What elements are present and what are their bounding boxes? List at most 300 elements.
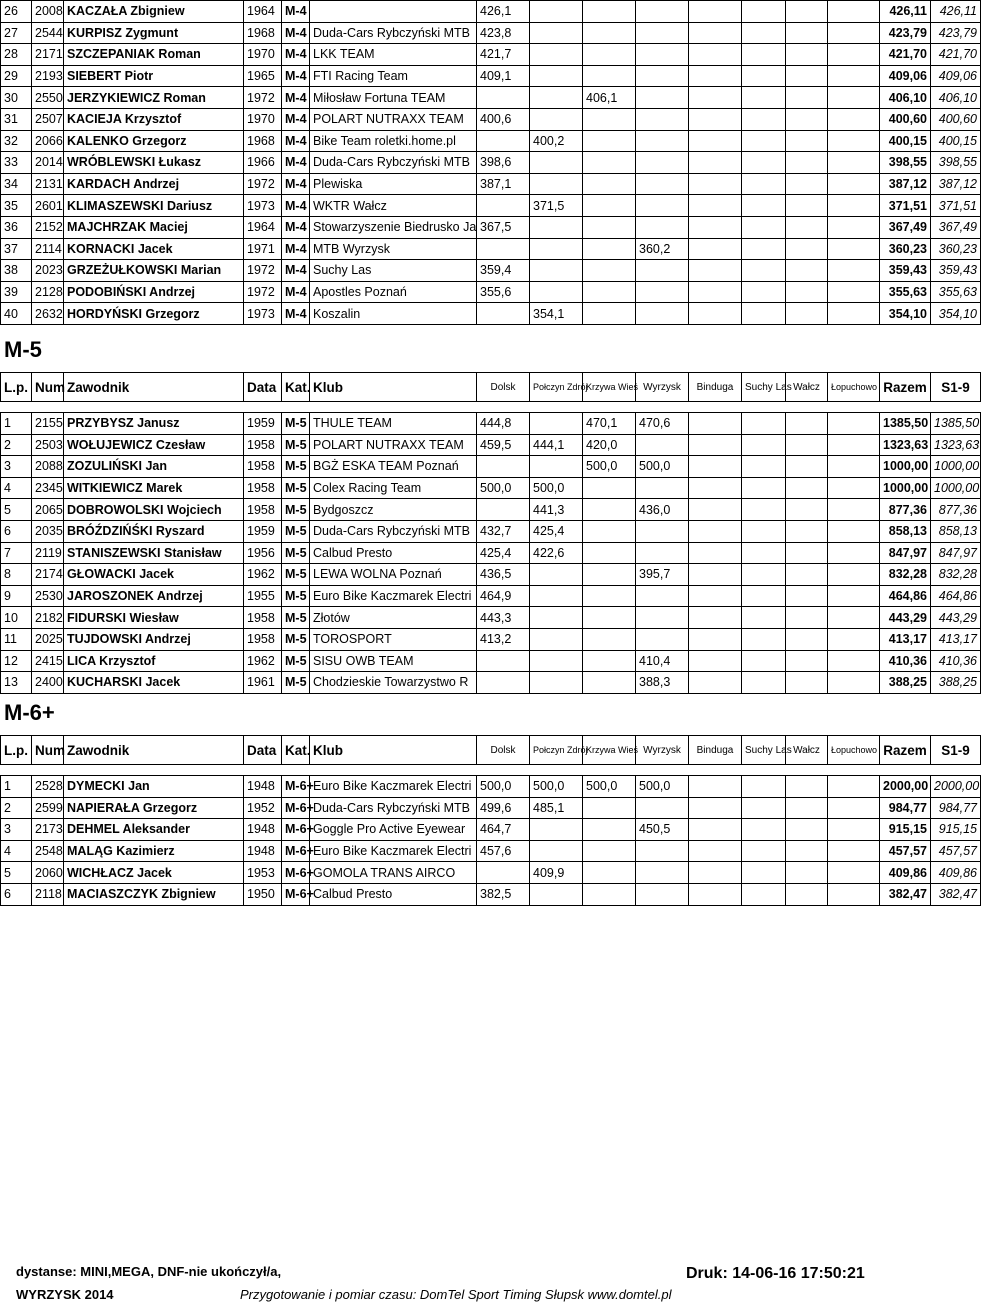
- row-year: 1965: [244, 65, 282, 87]
- row-lp: 38: [1, 260, 32, 282]
- row-razem: 847,97: [880, 542, 931, 564]
- row-club: Euro Bike Kaczmarek Electri: [310, 840, 477, 862]
- row-lopuchowo: [828, 819, 880, 841]
- row-wyrzysk: [636, 862, 689, 884]
- row-walcz: [786, 108, 828, 130]
- table-row: [1, 413, 981, 435]
- row-s19: 413,17: [931, 628, 981, 650]
- row-lp: 4: [1, 477, 32, 499]
- row-s19: 359,43: [931, 260, 981, 282]
- row-name: KARDACH Andrzej: [64, 173, 244, 195]
- table-row: [1, 520, 981, 542]
- row-num: 2128: [32, 281, 64, 303]
- row-dolsk: 387,1: [477, 173, 530, 195]
- row-lp: 40: [1, 303, 32, 325]
- header-walcz: Wałcz: [786, 736, 828, 765]
- row-cat: M-5: [282, 607, 310, 629]
- row-name: JAROSZONEK Andrzej: [64, 585, 244, 607]
- row-cat: M-4: [282, 65, 310, 87]
- row-lp: 11: [1, 628, 32, 650]
- row-wyrzysk: 500,0: [636, 776, 689, 798]
- row-suchy-las: [742, 672, 786, 694]
- row-dolsk: 459,5: [477, 434, 530, 456]
- row-polczyn: [530, 281, 583, 303]
- row-wyrzysk: [636, 260, 689, 282]
- row-club: Duda-Cars Rybczyński MTB: [310, 22, 477, 44]
- row-razem: 915,15: [880, 819, 931, 841]
- row-krzywa: [583, 303, 636, 325]
- row-name: WOŁUJEWICZ Czesław: [64, 434, 244, 456]
- row-binduga: [689, 499, 742, 521]
- row-walcz: [786, 87, 828, 109]
- row-lp: 2: [1, 434, 32, 456]
- row-s19: 360,23: [931, 238, 981, 260]
- row-lp: 39: [1, 281, 32, 303]
- row-name: SIEBERT Piotr: [64, 65, 244, 87]
- row-lopuchowo: [828, 281, 880, 303]
- row-club: Euro Bike Kaczmarek Electri: [310, 776, 477, 798]
- row-num: 2174: [32, 564, 64, 586]
- row-lp: 1: [1, 413, 32, 435]
- row-lopuchowo: [828, 303, 880, 325]
- row-name: GRZEŻUŁKOWSKI Marian: [64, 260, 244, 282]
- row-s19: 1385,50: [931, 413, 981, 435]
- row-s19: 409,06: [931, 65, 981, 87]
- row-name: HORDYŃSKI Grzegorz: [64, 303, 244, 325]
- row-polczyn: [530, 108, 583, 130]
- row-cat: M-5: [282, 542, 310, 564]
- row-wyrzysk: [636, 434, 689, 456]
- row-club: Calbud Presto: [310, 542, 477, 564]
- row-cat: M-5: [282, 650, 310, 672]
- table-row: [1, 650, 981, 672]
- row-walcz: [786, 281, 828, 303]
- row-year: 1958: [244, 607, 282, 629]
- table-row: [1, 216, 981, 238]
- row-polczyn: [530, 672, 583, 694]
- row-s19: 858,13: [931, 520, 981, 542]
- row-krzywa: [583, 22, 636, 44]
- row-lopuchowo: [828, 434, 880, 456]
- row-dolsk: [477, 456, 530, 478]
- row-cat: M-5: [282, 456, 310, 478]
- row-binduga: [689, 130, 742, 152]
- row-walcz: [786, 585, 828, 607]
- row-club: LEWA WOLNA Poznań: [310, 564, 477, 586]
- row-num: 2065: [32, 499, 64, 521]
- header-walcz: Wałcz: [786, 373, 828, 402]
- row-lopuchowo: [828, 564, 880, 586]
- row-polczyn: 422,6: [530, 542, 583, 564]
- row-wyrzysk: [636, 195, 689, 217]
- row-walcz: [786, 260, 828, 282]
- row-lp: 3: [1, 456, 32, 478]
- row-wyrzysk: [636, 477, 689, 499]
- row-polczyn: [530, 152, 583, 174]
- row-lopuchowo: [828, 260, 880, 282]
- row-cat: M-4: [282, 1, 310, 23]
- row-wyrzysk: [636, 22, 689, 44]
- row-walcz: [786, 130, 828, 152]
- row-cat: M-5: [282, 413, 310, 435]
- header-polczyn: Połczyn Zdrój: [530, 373, 583, 402]
- row-cat: M-5: [282, 434, 310, 456]
- row-lopuchowo: [828, 585, 880, 607]
- header-klub: Klub: [310, 373, 477, 402]
- table-row: [1, 883, 981, 905]
- row-dolsk: 436,5: [477, 564, 530, 586]
- row-name: BRÓŹDZIŃŚKI Ryszard: [64, 520, 244, 542]
- row-polczyn: [530, 260, 583, 282]
- table-row: [1, 65, 981, 87]
- row-razem: 832,28: [880, 564, 931, 586]
- header-lopuchowo: Łopuchowo: [828, 736, 880, 765]
- row-num: 2114: [32, 238, 64, 260]
- row-wyrzysk: [636, 542, 689, 564]
- row-lp: 32: [1, 130, 32, 152]
- row-club: THULE TEAM: [310, 413, 477, 435]
- row-walcz: [786, 477, 828, 499]
- row-binduga: [689, 542, 742, 564]
- row-suchy-las: [742, 281, 786, 303]
- row-lopuchowo: [828, 44, 880, 66]
- row-lp: 31: [1, 108, 32, 130]
- row-year: 1964: [244, 1, 282, 23]
- row-krzywa: [583, 281, 636, 303]
- row-krzywa: [583, 477, 636, 499]
- row-cat: M-5: [282, 520, 310, 542]
- row-lopuchowo: [828, 65, 880, 87]
- row-polczyn: [530, 585, 583, 607]
- row-binduga: [689, 819, 742, 841]
- row-lopuchowo: [828, 672, 880, 694]
- row-lp: 28: [1, 44, 32, 66]
- table-row: [1, 585, 981, 607]
- row-year: 1968: [244, 22, 282, 44]
- row-razem: 371,51: [880, 195, 931, 217]
- row-dolsk: 443,3: [477, 607, 530, 629]
- table-row: [1, 238, 981, 260]
- row-suchy-las: [742, 585, 786, 607]
- header-binduga: Binduga: [689, 736, 742, 765]
- header-kat: Kat.: [282, 736, 310, 765]
- row-dolsk: 499,6: [477, 797, 530, 819]
- row-suchy-las: [742, 520, 786, 542]
- row-wyrzysk: [636, 152, 689, 174]
- row-razem: 443,29: [880, 607, 931, 629]
- results-table-m6: [0, 735, 981, 906]
- row-suchy-las: [742, 1, 786, 23]
- row-walcz: [786, 542, 828, 564]
- row-year: 1968: [244, 130, 282, 152]
- row-suchy-las: [742, 499, 786, 521]
- row-suchy-las: [742, 152, 786, 174]
- row-s19: 423,79: [931, 22, 981, 44]
- row-cat: M-4: [282, 44, 310, 66]
- row-suchy-las: [742, 883, 786, 905]
- row-polczyn: 371,5: [530, 195, 583, 217]
- row-suchy-las: [742, 797, 786, 819]
- row-cat: M-4: [282, 108, 310, 130]
- row-krzywa: [583, 607, 636, 629]
- row-name: JERZYKIEWICZ Roman: [64, 87, 244, 109]
- row-club: Plewiska: [310, 173, 477, 195]
- header-razem: Razem: [880, 373, 931, 402]
- row-krzywa: [583, 499, 636, 521]
- row-krzywa: [583, 1, 636, 23]
- row-year: 1958: [244, 456, 282, 478]
- row-year: 1959: [244, 520, 282, 542]
- row-dolsk: 426,1: [477, 1, 530, 23]
- row-binduga: [689, 238, 742, 260]
- row-wyrzysk: [636, 65, 689, 87]
- row-wyrzysk: [636, 628, 689, 650]
- row-polczyn: [530, 44, 583, 66]
- row-binduga: [689, 840, 742, 862]
- row-cat: M-6+: [282, 797, 310, 819]
- row-suchy-las: [742, 216, 786, 238]
- row-wyrzysk: [636, 44, 689, 66]
- row-polczyn: 500,0: [530, 477, 583, 499]
- row-suchy-las: [742, 862, 786, 884]
- row-binduga: [689, 883, 742, 905]
- row-suchy-las: [742, 564, 786, 586]
- row-cat: M-4: [282, 281, 310, 303]
- row-s19: 382,47: [931, 883, 981, 905]
- row-krzywa: [583, 260, 636, 282]
- header-suchy-las: Suchy Las: [742, 736, 786, 765]
- row-cat: M-4: [282, 130, 310, 152]
- row-club: POLART NUTRAXX TEAM: [310, 108, 477, 130]
- row-razem: 1385,50: [880, 413, 931, 435]
- table-row: [1, 499, 981, 521]
- row-dolsk: [477, 87, 530, 109]
- row-binduga: [689, 520, 742, 542]
- row-year: 1948: [244, 819, 282, 841]
- row-binduga: [689, 650, 742, 672]
- row-name: GŁOWACKI Jacek: [64, 564, 244, 586]
- row-lopuchowo: [828, 776, 880, 798]
- footer-timing: Przygotowanie i pomiar czasu: DomTel Sport Timing Słupsk www.domtel.pl: [240, 1287, 672, 1302]
- row-walcz: [786, 520, 828, 542]
- row-num: 2601: [32, 195, 64, 217]
- row-dolsk: 382,5: [477, 883, 530, 905]
- row-club: WKTR Wałcz: [310, 195, 477, 217]
- row-lopuchowo: [828, 542, 880, 564]
- row-suchy-las: [742, 44, 786, 66]
- row-s19: 354,10: [931, 303, 981, 325]
- header-klub: Klub: [310, 736, 477, 765]
- row-polczyn: [530, 628, 583, 650]
- row-dolsk: [477, 862, 530, 884]
- row-wyrzysk: [636, 797, 689, 819]
- row-polczyn: [530, 840, 583, 862]
- row-polczyn: [530, 65, 583, 87]
- row-club: Colex Racing Team: [310, 477, 477, 499]
- header-zawodnik: Zawodnik: [64, 736, 244, 765]
- header-polczyn: Połczyn Zdrój: [530, 736, 583, 765]
- row-razem: 2000,00: [880, 776, 931, 798]
- row-club: GOMOLA TRANS AIRCO: [310, 862, 477, 884]
- row-year: 1958: [244, 477, 282, 499]
- row-cat: M-4: [282, 87, 310, 109]
- row-s19: 1000,00: [931, 477, 981, 499]
- row-lopuchowo: [828, 130, 880, 152]
- row-name: TUJDOWSKI Andrzej: [64, 628, 244, 650]
- row-krzywa: [583, 216, 636, 238]
- row-binduga: [689, 195, 742, 217]
- row-num: 2025: [32, 628, 64, 650]
- footer-event: WYRZYSK 2014: [16, 1287, 114, 1302]
- row-binduga: [689, 87, 742, 109]
- row-binduga: [689, 173, 742, 195]
- row-dolsk: 457,6: [477, 840, 530, 862]
- row-num: 2023: [32, 260, 64, 282]
- row-walcz: [786, 797, 828, 819]
- row-suchy-las: [742, 650, 786, 672]
- row-krzywa: [583, 862, 636, 884]
- category-title-m5: M-5: [4, 337, 42, 362]
- row-lp: 8: [1, 564, 32, 586]
- row-razem: 410,36: [880, 650, 931, 672]
- footer-distances: dystanse: MINI,MEGA, DNF-nie ukończył/a,: [16, 1264, 282, 1279]
- row-suchy-las: [742, 840, 786, 862]
- row-dolsk: 500,0: [477, 776, 530, 798]
- header-data: Data: [244, 736, 282, 765]
- row-lp: 6: [1, 520, 32, 542]
- row-club: MTB Wyrzysk: [310, 238, 477, 260]
- row-year: 1948: [244, 840, 282, 862]
- row-club: Duda-Cars Rybczyński MTB: [310, 520, 477, 542]
- row-dolsk: 355,6: [477, 281, 530, 303]
- row-krzywa: [583, 564, 636, 586]
- row-razem: 406,10: [880, 87, 931, 109]
- row-num: 2345: [32, 477, 64, 499]
- row-suchy-las: [742, 238, 786, 260]
- row-club: Duda-Cars Rybczyński MTB: [310, 797, 477, 819]
- row-polczyn: [530, 1, 583, 23]
- row-year: 1959: [244, 413, 282, 435]
- row-krzywa: [583, 44, 636, 66]
- row-cat: M-6+: [282, 776, 310, 798]
- row-polczyn: [530, 413, 583, 435]
- row-year: 1961: [244, 672, 282, 694]
- row-dolsk: 409,1: [477, 65, 530, 87]
- row-binduga: [689, 413, 742, 435]
- row-krzywa: [583, 520, 636, 542]
- row-lopuchowo: [828, 650, 880, 672]
- row-num: 2131: [32, 173, 64, 195]
- row-club: Chodzieskie Towarzystwo R: [310, 672, 477, 694]
- row-dolsk: [477, 238, 530, 260]
- row-lopuchowo: [828, 238, 880, 260]
- header-wyrzysk: Wyrzysk: [636, 373, 689, 402]
- row-suchy-las: [742, 542, 786, 564]
- row-year: 1971: [244, 238, 282, 260]
- row-lp: 37: [1, 238, 32, 260]
- row-club: Suchy Las: [310, 260, 477, 282]
- row-razem: 367,49: [880, 216, 931, 238]
- row-lopuchowo: [828, 87, 880, 109]
- row-num: 2088: [32, 456, 64, 478]
- row-polczyn: 354,1: [530, 303, 583, 325]
- table-row: [1, 776, 981, 798]
- row-cat: M-6+: [282, 840, 310, 862]
- row-suchy-las: [742, 819, 786, 841]
- row-year: 1958: [244, 628, 282, 650]
- row-krzywa: [583, 797, 636, 819]
- row-num: 2415: [32, 650, 64, 672]
- table-row: [1, 173, 981, 195]
- row-wyrzysk: 436,0: [636, 499, 689, 521]
- row-walcz: [786, 44, 828, 66]
- row-binduga: [689, 108, 742, 130]
- row-binduga: [689, 260, 742, 282]
- row-club: BGŻ ESKA TEAM Poznań: [310, 456, 477, 478]
- row-num: 2548: [32, 840, 64, 862]
- row-walcz: [786, 65, 828, 87]
- row-krzywa: [583, 152, 636, 174]
- row-wyrzysk: [636, 520, 689, 542]
- header-krzywa: Krzywa Wieś: [583, 373, 636, 402]
- row-wyrzysk: 410,4: [636, 650, 689, 672]
- row-krzywa: 406,1: [583, 87, 636, 109]
- row-suchy-las: [742, 413, 786, 435]
- row-lp: 9: [1, 585, 32, 607]
- row-lopuchowo: [828, 413, 880, 435]
- row-suchy-las: [742, 776, 786, 798]
- row-dolsk: [477, 130, 530, 152]
- row-walcz: [786, 607, 828, 629]
- row-name: KUCHARSKI Jacek: [64, 672, 244, 694]
- row-suchy-las: [742, 130, 786, 152]
- row-dolsk: 500,0: [477, 477, 530, 499]
- row-walcz: [786, 152, 828, 174]
- row-polczyn: 500,0: [530, 776, 583, 798]
- row-club: LKK TEAM: [310, 44, 477, 66]
- header-lp: L.p.: [1, 736, 32, 765]
- row-razem: 464,86: [880, 585, 931, 607]
- row-walcz: [786, 628, 828, 650]
- row-club: Koszalin: [310, 303, 477, 325]
- row-wyrzysk: [636, 87, 689, 109]
- row-s19: 426,11: [931, 1, 981, 23]
- row-polczyn: [530, 216, 583, 238]
- row-walcz: [786, 499, 828, 521]
- row-num: 2503: [32, 434, 64, 456]
- row-name: KACIEJA Krzysztof: [64, 108, 244, 130]
- row-lopuchowo: [828, 1, 880, 23]
- table-row: [1, 281, 981, 303]
- row-dolsk: 464,9: [477, 585, 530, 607]
- row-cat: M-4: [282, 216, 310, 238]
- row-s19: 877,36: [931, 499, 981, 521]
- row-suchy-las: [742, 477, 786, 499]
- row-s19: 400,15: [931, 130, 981, 152]
- row-krzywa: [583, 65, 636, 87]
- header-s19: S1-9: [931, 736, 981, 765]
- row-razem: 423,79: [880, 22, 931, 44]
- row-name: SZCZEPANIAK Roman: [64, 44, 244, 66]
- row-name: MACIASZCZYK Zbigniew: [64, 883, 244, 905]
- row-binduga: [689, 281, 742, 303]
- row-lopuchowo: [828, 883, 880, 905]
- row-club: [310, 1, 477, 23]
- row-num: 2171: [32, 44, 64, 66]
- row-razem: 877,36: [880, 499, 931, 521]
- row-binduga: [689, 303, 742, 325]
- row-num: 2008: [32, 1, 64, 23]
